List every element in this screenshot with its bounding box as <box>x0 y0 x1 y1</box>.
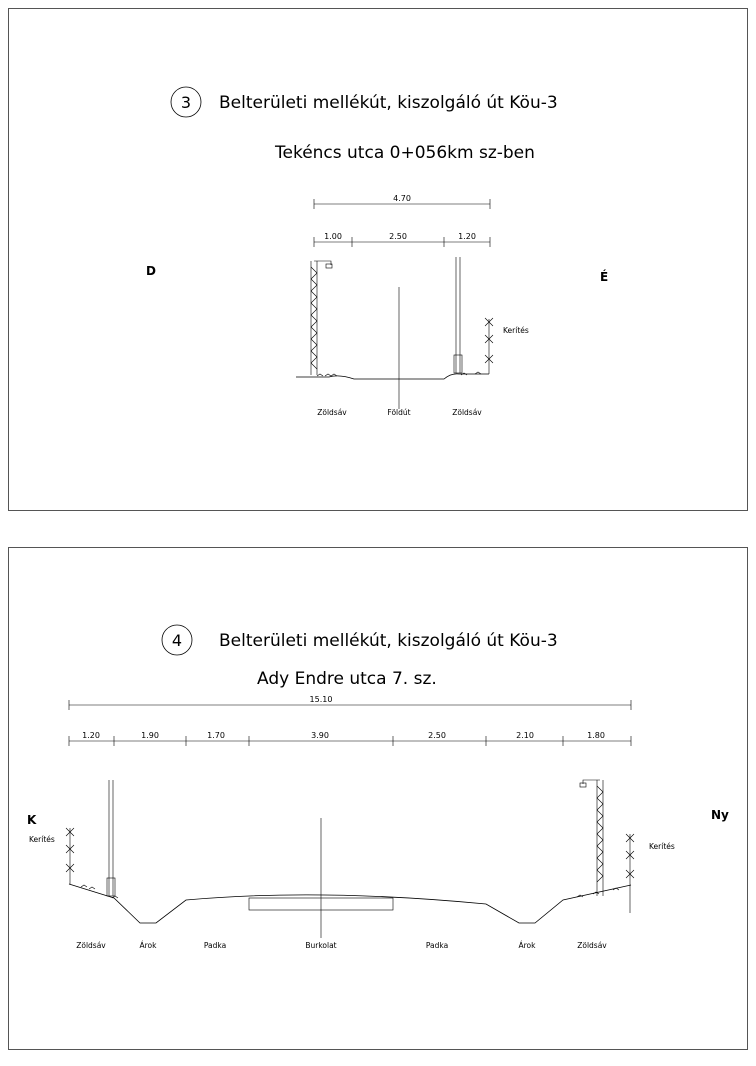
direction-right: Ny <box>711 808 729 822</box>
section-subtitle: Tekéncs utca 0+056km sz-ben <box>275 143 535 163</box>
total-dimension-label: 4.70 <box>393 194 411 203</box>
section-number: 3 <box>180 93 192 112</box>
label-green-strip-left: Zöldsáv <box>317 408 347 417</box>
section-number: 4 <box>171 631 183 650</box>
fence-label-right: Kerítés <box>649 842 675 851</box>
label-green-strip-left: Zöldsáv <box>76 941 106 950</box>
ground-profile <box>296 374 489 379</box>
section-title: Belterületi mellékút, kiszolgáló út Köu-3 <box>219 631 558 651</box>
dim-label-6: 2.10 <box>516 731 534 740</box>
fence-right <box>485 318 493 374</box>
pole-left <box>107 780 115 896</box>
fence-label-left: Kerítés <box>29 835 55 844</box>
cross-section-panel-4 <box>8 547 748 1050</box>
dim-label-2: 2.50 <box>389 232 407 241</box>
label-shoulder-right: Padka <box>425 941 449 950</box>
fence-label: Kerítés <box>503 326 529 335</box>
label-shoulder-left: Padka <box>203 941 227 950</box>
direction-right: É <box>600 270 609 284</box>
pole-right <box>454 257 462 373</box>
direction-left: D <box>146 264 156 278</box>
section-title: Belterületi mellékút, kiszolgáló út Köu-3 <box>219 93 558 113</box>
shrub-right <box>461 372 481 375</box>
dim-label-3: 1.20 <box>458 232 476 241</box>
dim-label-1: 1.20 <box>82 731 100 740</box>
dim-label-2: 1.90 <box>141 731 159 740</box>
lamp-post-right <box>580 780 603 896</box>
label-green-strip-right: Zöldsáv <box>577 941 607 950</box>
fence-left <box>66 828 74 884</box>
label-ditch-left: Árok <box>139 941 157 950</box>
dim-label-7: 1.80 <box>587 731 605 740</box>
label-ditch-right: Árok <box>518 941 536 950</box>
label-green-strip-right: Zöldsáv <box>452 408 482 417</box>
ground-profile <box>69 884 631 923</box>
total-dimension-label: 15.10 <box>309 695 333 704</box>
dim-label-4: 3.90 <box>311 731 329 740</box>
section-subtitle: Ady Endre utca 7. sz. <box>257 669 437 689</box>
label-dirt-road: Földút <box>387 408 411 417</box>
direction-left: K <box>27 813 37 827</box>
dim-label-5: 2.50 <box>428 731 446 740</box>
cross-section-drawing-3 <box>9 9 749 512</box>
dim-label-1: 1.00 <box>324 232 342 241</box>
lamp-post-left <box>311 261 332 375</box>
cross-section-panel-3 <box>8 8 748 511</box>
cross-section-drawing-4 <box>9 548 749 1051</box>
label-pavement: Burkolat <box>305 941 337 950</box>
fence-right <box>626 834 634 913</box>
dim-label-3: 1.70 <box>207 731 225 740</box>
